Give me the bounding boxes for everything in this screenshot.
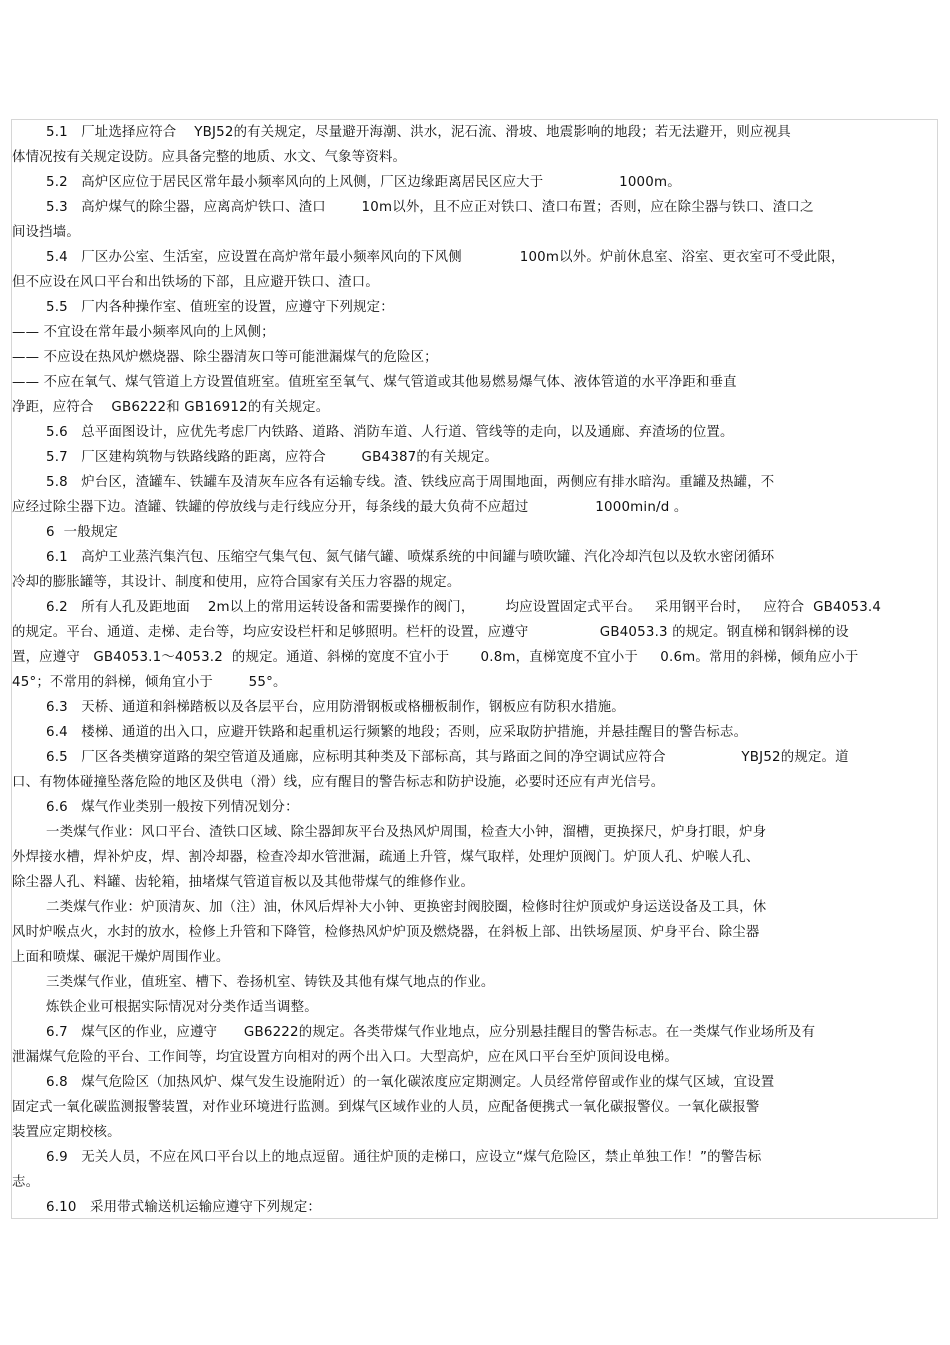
text-line: 6.5 厂区各类横穿道路的架空管道及通廊，应标明其种类及下部标高，其与路面之间的净空调试应符合 YBJ52的规定。道 xyxy=(46,750,849,765)
text-line: 体情况按有关规定设防。应具备完整的地质、水文、气象等资料。 xyxy=(12,150,407,165)
text-line: 炼铁企业可根据实际情况对分类作适当调整。 xyxy=(46,1000,318,1015)
text-line: 置，应遵守 GB4053.1～4053.2 的规定。通道、斜梯的宽度不宜小于 0.8m，直梯宽度不宜小于 0.6m。常用的斜梯，倾角应小于 xyxy=(12,650,859,665)
text-line: 45°；不常用的斜梯，倾角宜小于 55°。 xyxy=(12,675,287,690)
text-line: 冷却的膨胀罐等，其设计、制度和使用，应符合国家有关压力容器的规定。 xyxy=(12,575,461,590)
text-line: 5.1 厂址选择应符合 YBJ52的有关规定，尽量避开海潮、洪水，泥石流、滑坡、地震影响的地段；若无法避开，则应视具 xyxy=(46,125,791,140)
text-line: 应经过除尘器下边。渣罐、铁罐的停放线与走行线应分开，每条线的最大负荷不应超过 1000min/d 。 xyxy=(12,500,688,515)
text-line: 固定式一氧化碳监测报警装置，对作业环境进行监测。到煤气区域作业的人员，应配备便携式一氧化碳报警仪。一氧化碳报警 xyxy=(12,1100,760,1115)
text-line: 6.10 采用带式输送机运输应遵守下列规定： xyxy=(46,1200,322,1215)
text-line: 5.7 厂区建构筑物与铁路线路的距离，应符合 GB4387的有关规定。 xyxy=(46,450,498,465)
text-line: 6.2 所有人孔及距地面 2m以上的常用运转设备和需要操作的阀门， 均应设置固定式平台。 采用钢平台时， 应符合 GB4053.4 xyxy=(46,600,882,615)
text-line: 6.1 高炉工业蒸汽集汽包、压缩空气集气包、氮气储气罐、喷煤系统的中间罐与喷吹罐、汽化冷却汽包以及软水密闭循环 xyxy=(46,550,775,565)
text-line: 5.2 高炉区应位于居民区常年最小频率风向的上风侧，厂区边缘距离居民区应大于 1000m。 xyxy=(46,175,681,190)
text-line: 6.4 楼梯、通道的出入口，应避开铁路和起重机运行频繁的地段；否则，应采取防护措施，并悬挂醒目的警告标志。 xyxy=(46,725,748,740)
text-line: 间设挡墙。 xyxy=(12,225,80,240)
text-line: 泄漏煤气危险的平台、工作间等，均宜设置方向相对的两个出入口。大型高炉，应在风口平台至炉顶间设电梯。 xyxy=(12,1050,678,1065)
text-line: 6.9 无关人员，不应在风口平台以上的地点逗留。通往炉顶的走梯口，应设立“煤气危险区，禁止单独工作！”的警告标 xyxy=(46,1150,762,1165)
text-line: 口、有物体碰撞坠落危险的地区及供电（滑）线，应有醒目的警告标志和防护设施，必要时还应有声光信号。 xyxy=(12,775,665,790)
text-line: 5.6 总平面图设计，应优先考虑厂内铁路、道路、消防车道、人行道、管线等的走向，以及通廊、弃渣场的位置。 xyxy=(46,425,734,440)
text-line: 5.5 厂内各种操作室、值班室的设置，应遵守下列规定： xyxy=(46,300,394,315)
text-line: 净距，应符合 GB6222和 GB16912的有关规定。 xyxy=(12,400,330,415)
text-line: 三类煤气作业，值班室、槽下、卷扬机室、铸铁及其他有煤气地点的作业。 xyxy=(46,975,495,990)
text-line: —— 不宜设在常年最小频率风向的上风侧； xyxy=(12,325,275,340)
text-line: 上面和喷煤、碾泥干燥炉周围作业。 xyxy=(12,950,230,965)
text-line: 风时炉喉点火，水封的放水，检修上升管和下降管，检修热风炉炉顶及燃烧器，在斜板上部、出铁场屋顶、炉身平台、除尘器 xyxy=(12,925,760,940)
text-line: 装置应定期校核。 xyxy=(12,1125,121,1140)
text-line: 的规定。平台、通道、走梯、走台等，均应安设栏杆和足够照明。栏杆的设置，应遵守 GB4053.3 的规定。钢直梯和钢斜梯的设 xyxy=(12,625,849,640)
text-line: 一类煤气作业：风口平台、渣铁口区域、除尘器卸灰平台及热风炉周围，检查大小钟，溜槽，更换探尺，炉身打眼，炉身 xyxy=(46,825,767,840)
text-line: 5.4 厂区办公室、生活室，应设置在高炉常年最小频率风向的下风侧 100m以外。炉前休息室、浴室、更衣室可不受此限， xyxy=(46,250,845,265)
text-line: 5.8 炉台区，渣罐车、铁罐车及清灰车应各有运输专线。渣、铁线应高于周围地面，两侧应有排水暗沟。重罐及热罐，不 xyxy=(46,475,775,490)
section-heading: 6 一般规定 xyxy=(46,525,118,540)
text-line: 6.3 天桥、通道和斜梯踏板以及各层平台，应用防滑钢板或格栅板制作，钢板应有防积水措施。 xyxy=(46,700,625,715)
text-line: —— 不应设在热风炉燃烧器、除尘器清灰口等可能泄漏煤气的危险区； xyxy=(12,350,438,365)
text-line: 外焊接水槽，焊补炉皮，焊、割冷却器，检查冷却水管泄漏，疏通上升管，煤气取样，处理炉顶阀门。炉顶人孔、炉喉人孔、 xyxy=(12,850,760,865)
text-line: 除尘器人孔、料罐、齿轮箱，抽堵煤气管道盲板以及其他带煤气的维修作业。 xyxy=(12,875,475,890)
text-line: 6.7 煤气区的作业，应遵守 GB6222的规定。各类带煤气作业地点，应分别悬挂醒目的警告标志。在一类煤气作业场所及有 xyxy=(46,1025,816,1040)
text-line: —— 不应在氧气、煤气管道上方设置值班室。值班室至氧气、煤气管道或其他易燃易爆气体、液体管道的水平净距和垂直 xyxy=(12,375,737,390)
text-line: 但不应设在风口平台和出铁场的下部，且应避开铁口、渣口。 xyxy=(12,275,379,290)
text-line: 6.6 煤气作业类别一般按下列情况划分： xyxy=(46,800,299,815)
text-line: 5.3 高炉煤气的除尘器，应离高炉铁口、渣口 10m以外，且不应正对铁口、渣口布置；否则，应在除尘器与铁口、渣口之 xyxy=(46,200,814,215)
text-line: 志。 xyxy=(12,1175,40,1190)
text-line: 6.8 煤气危险区（加热风炉、煤气发生设施附近）的一氧化碳浓度应定期测定。人员经常停留或作业的煤气区域，宜设置 xyxy=(46,1075,775,1090)
text-line: 二类煤气作业：炉顶清灰、加（注）油，休风后焊补大小钟、更换密封阀胶圈，检修时往炉顶或炉身运送设备及工具，休 xyxy=(46,900,767,915)
